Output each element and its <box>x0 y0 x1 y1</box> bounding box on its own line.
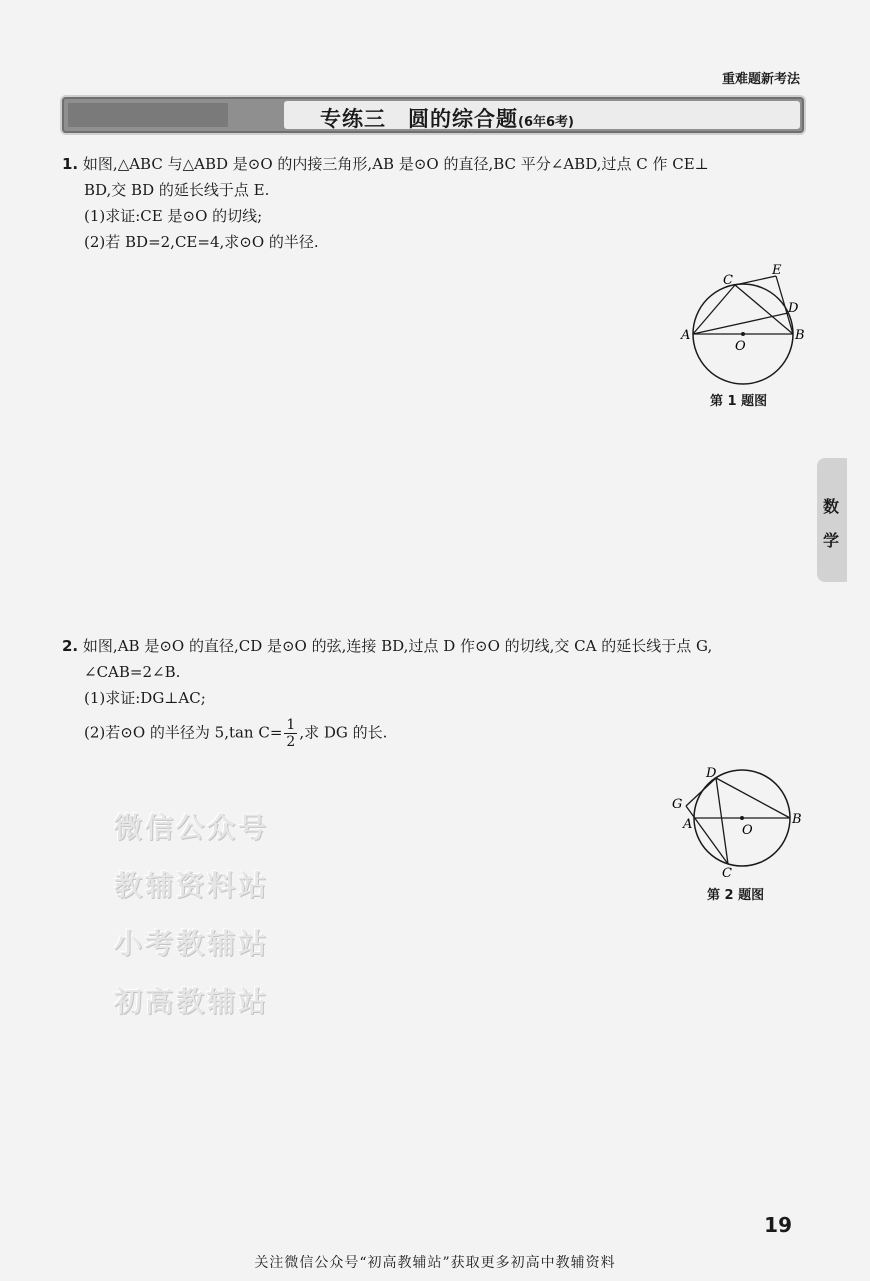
q2-stem-line2: ∠CAB=2∠B. <box>84 663 181 681</box>
q1-label-d: D <box>788 301 799 316</box>
section-title-sub: (6年6考) <box>518 115 574 130</box>
q2-part2-suffix: ,求 DG 的长. <box>299 723 388 742</box>
q2-part1: (1)求证:DG⊥AC; <box>84 689 206 707</box>
watermark-3: 小考教辅站 <box>114 927 270 960</box>
q2-fraction-numerator: 1 <box>286 717 296 733</box>
side-tab-char2: 学 <box>823 531 840 550</box>
q1-label-o: O <box>735 339 746 354</box>
q2-fraction <box>284 717 297 750</box>
q1-label-a: A <box>681 328 691 343</box>
q1-stem-text1: 如图,△ABC 与△ABD 是⊙O 的内接三角形,AB 是⊙O 的直径,BC 平分∠ABD,过点 C 作 CE⊥ <box>82 155 709 173</box>
q1-label-b: B <box>795 328 805 343</box>
q2-stem-line1 <box>62 633 712 659</box>
footer-note: 关注微信公众号“初高教辅站”获取更多初高中教辅资料 <box>254 1255 616 1271</box>
section-title <box>320 103 574 133</box>
subject-side-tab <box>817 458 847 582</box>
section-header: 重难题新考法 <box>721 72 800 87</box>
q2-part2-prefix: (2)若⊙O 的半径为 5,tan C= <box>84 723 283 742</box>
q2-label-g: G <box>672 797 683 812</box>
q1-label-e: E <box>772 263 782 278</box>
q1-stem-line2: BD,交 BD 的延长线于点 E. <box>84 181 270 199</box>
q1-figure <box>670 258 820 388</box>
q2-figure-caption: 第 2 题图 <box>707 888 765 903</box>
question-2 <box>62 633 712 750</box>
section-title-main: 专练三 圆的综合题 <box>320 107 518 131</box>
question-1 <box>62 151 709 255</box>
q2-label-c: C <box>722 866 732 881</box>
q2-stem-text1: 如图,AB 是⊙O 的直径,CD 是⊙O 的弦,连接 BD,过点 D 作⊙O 的切线,交 CA 的延长线于点 G, <box>82 637 713 655</box>
q2-label-o: O <box>742 823 753 838</box>
q2-part2 <box>62 717 712 750</box>
watermark-2: 教辅资料站 <box>114 869 270 902</box>
q1-part1: (1)求证:CE 是⊙O 的切线; <box>84 207 263 225</box>
q2-label-d: D <box>706 766 717 781</box>
q2-fraction-denominator: 2 <box>286 734 296 750</box>
q2-label-a: A <box>683 817 693 832</box>
q2-label-b: B <box>792 812 802 827</box>
q1-part2: (2)若 BD=2,CE=4,求⊙O 的半径. <box>84 233 319 251</box>
page-number: 19 <box>764 1213 792 1237</box>
q1-number: 1. <box>62 155 79 173</box>
q1-figure-caption: 第 1 题图 <box>710 394 768 409</box>
q2-number: 2. <box>62 637 79 655</box>
banner-dark-block <box>68 103 228 127</box>
q1-label-c: C <box>723 273 733 288</box>
q2-figure <box>668 762 818 882</box>
q1-stem-line1 <box>62 151 709 177</box>
watermark-4: 初高教辅站 <box>114 985 270 1018</box>
side-tab-char1: 数 <box>823 497 840 516</box>
watermark-1: 微信公众号 <box>114 811 270 844</box>
